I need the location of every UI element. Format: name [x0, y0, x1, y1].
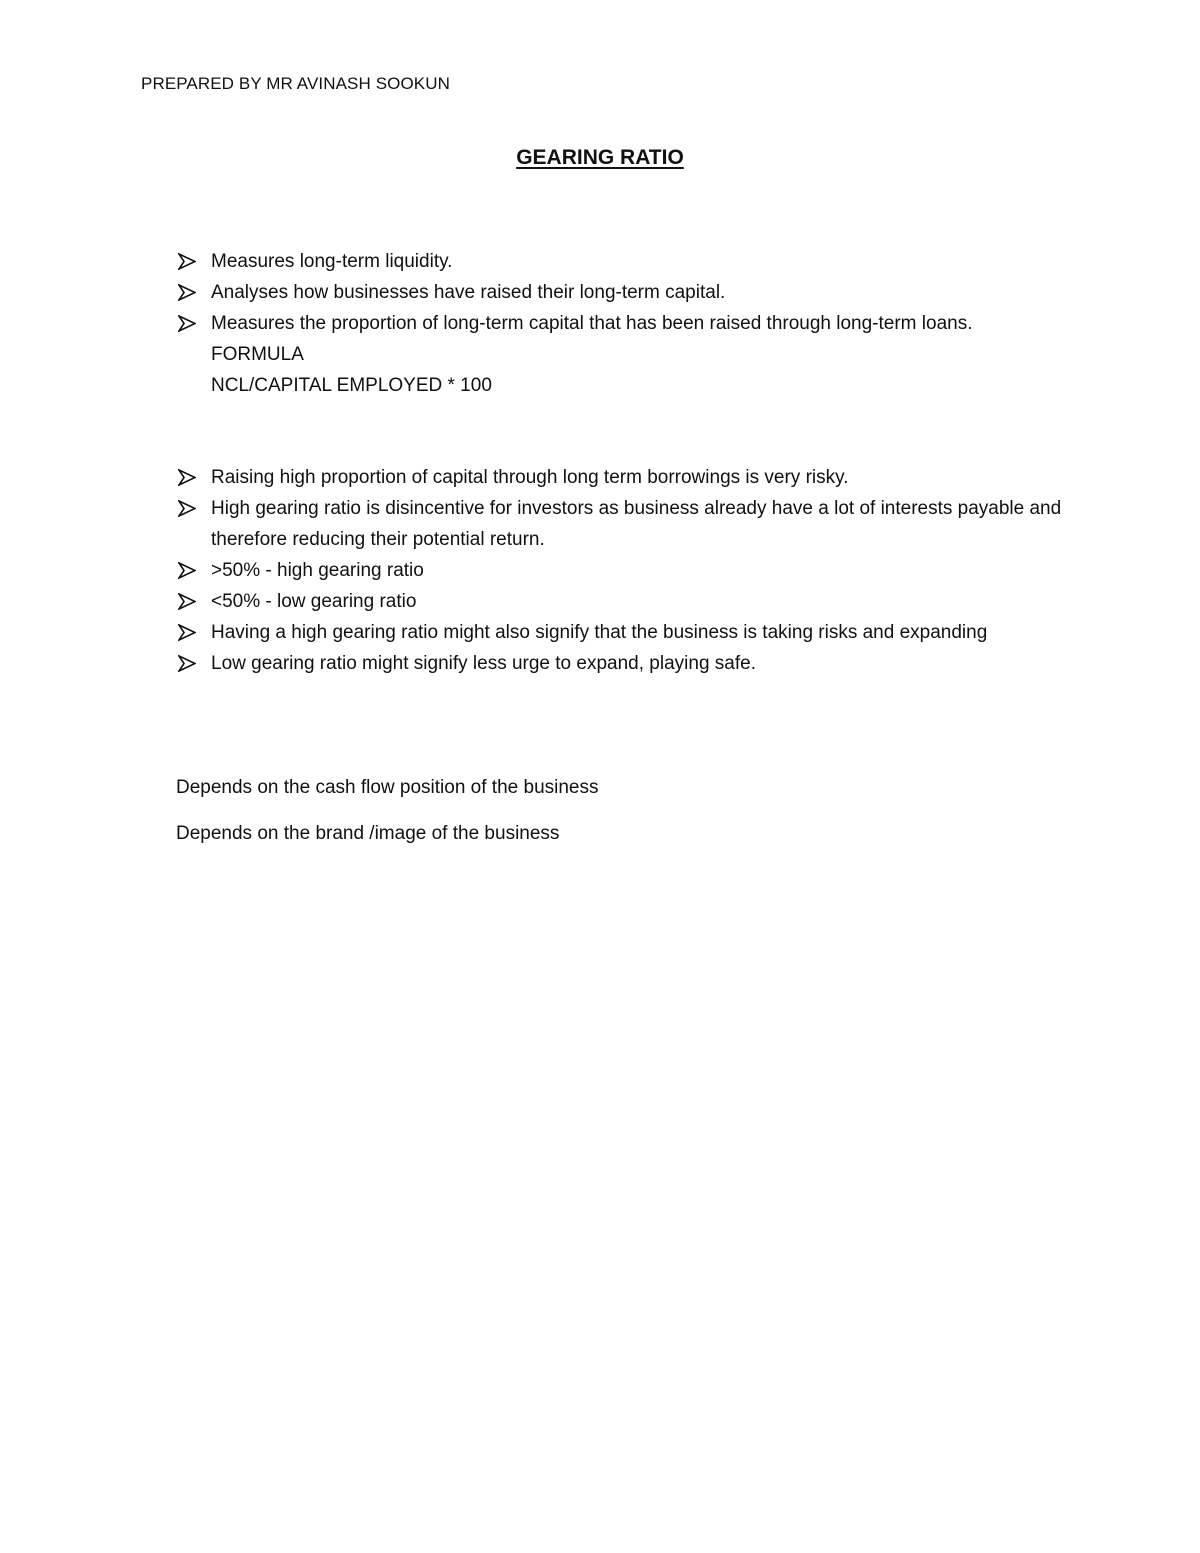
arrowhead-bullet-icon	[176, 648, 211, 679]
bullet-text: Analyses how businesses have raised their long-term capital.	[211, 282, 726, 303]
bullet-list-1	[176, 246, 1076, 401]
arrowhead-bullet-icon	[176, 308, 211, 339]
bullet-text: <50% - low gearing ratio	[211, 591, 417, 612]
bullet-text	[211, 308, 1076, 401]
arrowhead-bullet-icon	[176, 277, 211, 308]
list-item	[176, 617, 1076, 648]
bullet-main-text: Measures the proportion of long-term capital that has been raised through long-term loans.	[211, 313, 973, 334]
arrowhead-bullet-icon	[176, 555, 211, 586]
paragraph-brand-image: Depends on the brand /image of the business	[176, 823, 560, 844]
bullet-list-2	[176, 462, 1076, 679]
arrowhead-bullet-icon	[176, 586, 211, 617]
list-item	[176, 277, 1076, 308]
page-title: GEARING RATIO	[516, 146, 684, 169]
bullet-text: Having a high gearing ratio might also signify that the business is taking risks and expanding	[211, 622, 988, 643]
bullet-text: High gearing ratio is disincentive for investors as business already have a lot of interests payable and therefore reducing their potential return.	[211, 498, 1062, 550]
bullet-text: >50% - high gearing ratio	[211, 560, 424, 581]
paragraph-cash-flow: Depends on the cash flow position of the business	[176, 777, 599, 798]
list-item	[176, 493, 1076, 555]
arrowhead-bullet-icon	[176, 617, 211, 648]
list-item	[176, 308, 1076, 401]
bullet-text: Measures long-term liquidity.	[211, 251, 453, 272]
arrowhead-bullet-icon	[176, 246, 211, 277]
page-header: PREPARED BY MR AVINASH SOOKUN	[141, 74, 450, 93]
arrowhead-bullet-icon	[176, 462, 211, 493]
bullet-text: Raising high proportion of capital through long term borrowings is very risky.	[211, 467, 849, 488]
formula-label: FORMULA	[211, 344, 304, 365]
list-item	[176, 586, 1076, 617]
bullet-text: Low gearing ratio might signify less urge to expand, playing safe.	[211, 653, 756, 674]
list-item	[176, 555, 1076, 586]
list-item	[176, 648, 1076, 679]
list-item	[176, 246, 1076, 277]
arrowhead-bullet-icon	[176, 493, 211, 524]
formula-expression: NCL/CAPITAL EMPLOYED * 100	[211, 375, 492, 396]
list-item	[176, 462, 1076, 493]
